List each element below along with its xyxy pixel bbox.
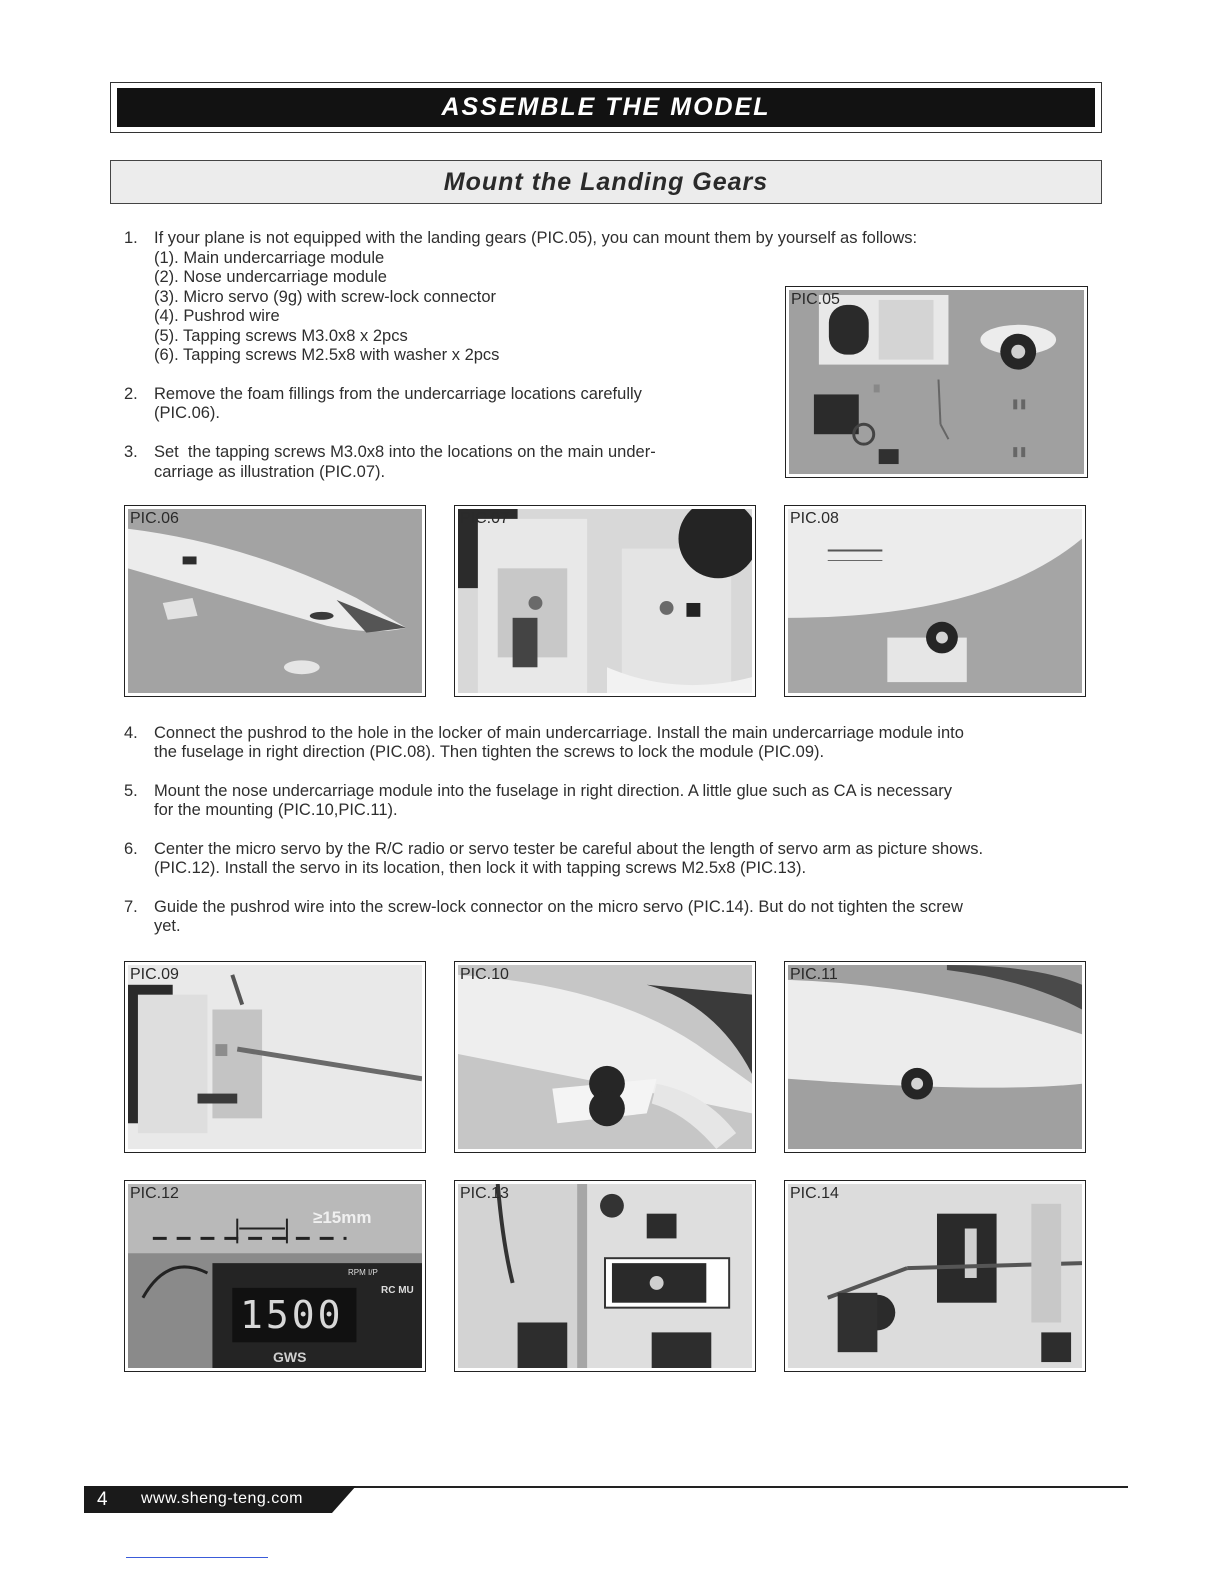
parts-item-4: (4). Pushrod wire — [154, 307, 280, 325]
page-number: 4 — [97, 1489, 108, 1510]
step-4-number: 4. — [124, 724, 138, 742]
step-6-number: 6. — [124, 840, 138, 858]
photo-pic08 — [784, 505, 1086, 697]
title-banner — [110, 82, 1102, 133]
step-7-number: 7. — [124, 898, 138, 916]
parts-item-1: (1). Main undercarriage module — [154, 249, 385, 267]
step-5-number: 5. — [124, 782, 138, 800]
step-2-number: 2. — [124, 385, 138, 403]
nose-gear-photo-illustration — [458, 965, 752, 1149]
rc-label: RC MU — [381, 1285, 414, 1296]
photo-pic14 — [784, 1180, 1086, 1372]
step-5-line-1: Mount the nose undercarriage module into the fuselage in right direction. A little glue such as CA is necessary — [154, 782, 952, 800]
pushrod-connector-photo-illustration — [788, 1184, 1082, 1368]
step-3-line-2: carriage as illustration (PIC.07). — [154, 463, 386, 481]
photo-pic11 — [784, 961, 1086, 1153]
measure-label: ≥15mm — [313, 1208, 372, 1227]
screw-photo-illustration — [128, 965, 422, 1149]
parts-photo-illustration — [789, 290, 1084, 474]
photo-label: PIC.11 — [790, 966, 838, 983]
parts-item-2: (2). Nose undercarriage module — [154, 268, 387, 286]
footer-rule — [330, 1486, 1128, 1488]
display-readout: 1500 — [240, 1293, 344, 1337]
step-3-number: 3. — [124, 443, 138, 461]
servo-tester-photo-illustration — [128, 1184, 422, 1368]
photo-pic06 — [124, 505, 426, 697]
step-number: 1. — [124, 229, 138, 247]
step-2-line-1: Remove the foam fillings from the undercarriage locations carefully — [154, 385, 642, 403]
step-4-line-2: the fuselage in right direction (PIC.08). Then tighten the screws to lock the module (PIC.09). — [154, 743, 825, 761]
photo-label: PIC.07 — [460, 510, 509, 527]
section-title: Mount the Landing Gears — [110, 160, 1102, 204]
photo-pic09 — [124, 961, 426, 1153]
fuselage-photo-illustration — [128, 509, 422, 693]
photo-label: PIC.09 — [130, 966, 179, 983]
parts-item-3: (3). Micro servo (9g) with screw-lock connector — [154, 288, 497, 306]
parts-item-5: (5). Tapping screws M3.0x8 x 2pcs — [154, 327, 408, 345]
photo-label: PIC.10 — [460, 966, 509, 983]
photo-pic13 — [454, 1180, 756, 1372]
step-6-line-2: (PIC.12). Install the servo in its location, then lock it with tapping screws M2.5x8 (PIC.13). — [154, 859, 807, 877]
step-7-line-1: Guide the pushrod wire into the screw-lock connector on the micro servo (PIC.14). But do not tighten the screw — [154, 898, 963, 916]
brand-label: GWS — [273, 1349, 307, 1365]
photo-label: PIC.06 — [130, 510, 179, 527]
undercarriage-photo-illustration — [458, 509, 752, 693]
photo-label: PIC.13 — [460, 1185, 509, 1202]
step-6-line-1: Center the micro servo by the R/C radio or servo tester be careful about the length of servo arm as picture shows. — [154, 840, 984, 858]
servo-mount-photo-illustration — [458, 1184, 752, 1368]
page-title: ASSEMBLE THE MODEL — [117, 88, 1095, 127]
photo-pic10 — [454, 961, 756, 1153]
photo-pic05 — [785, 286, 1088, 478]
installed-nose-gear-photo-illustration — [788, 965, 1082, 1149]
rpm-label: RPM I/P — [348, 1268, 378, 1277]
photo-label: PIC.12 — [130, 1185, 179, 1202]
photo-label: PIC.14 — [790, 1185, 839, 1202]
photo-label: PIC.08 — [790, 510, 839, 527]
photo-label: PIC.05 — [791, 291, 840, 308]
step-5-line-2: for the mounting (PIC.10,PIC.11). — [154, 801, 398, 819]
parts-item-6: (6). Tapping screws M2.5x8 with washer x 2pcs — [154, 346, 500, 364]
step-text: If your plane is not equipped with the landing gears (PIC.05), you can mount them by yourself as follows: — [154, 229, 918, 247]
fuselage-gear-photo-illustration — [788, 509, 1082, 693]
photo-pic12 — [124, 1180, 426, 1372]
step-2-line-2: (PIC.06). — [154, 404, 221, 422]
step-3-line-1: Set the tapping screws M3.0x8 into the locations on the main under- — [154, 443, 656, 461]
footer-url[interactable]: www.sheng-teng.com — [141, 1490, 303, 1507]
step-4-line-1: Connect the pushrod to the hole in the locker of main undercarriage. Install the main undercarriage module into — [154, 724, 964, 742]
photo-pic07 — [454, 505, 756, 697]
link-underline — [126, 1557, 268, 1558]
step-7-line-2: yet. — [154, 917, 181, 935]
